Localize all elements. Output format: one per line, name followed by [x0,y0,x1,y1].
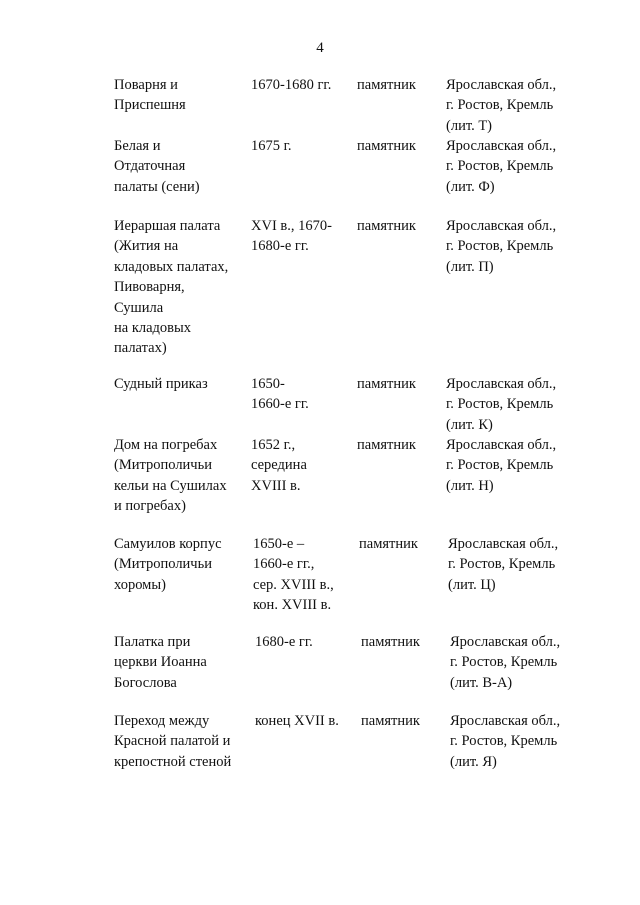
monument-category: памятник [357,376,416,392]
monument-name-line: Судный приказ [114,376,208,392]
monument-name-line: Отдаточная [114,158,186,175]
monument-name-line: Красной палатой и [114,733,231,750]
monument-address-line: г. Ростов, Кремль [450,733,558,750]
monument-address-line: г. Ростов, Кремль [448,556,556,573]
monument-address-line: г. Ростов, Кремль [446,396,554,413]
monument-category: памятник [357,138,416,154]
monument-date-line: 1660-е гг., [253,556,315,573]
monument-date-line: 1670-1680 гг. [251,77,332,93]
monument-date-line: 1652 г., [251,437,296,453]
monument-address-line: Ярославская обл., [446,376,557,392]
monument-date-line: 1660-е гг. [251,396,309,413]
monument-name-line: Богослова [114,674,177,691]
monument-date [251,216,332,257]
monument-date-line: XVI в., 1670- [251,218,332,234]
monument-date [251,435,307,496]
monument-name [114,711,231,772]
monument-name-line: кельи на Сушилах [114,477,227,494]
monument-category: памятник [357,218,416,234]
table-row [0,711,640,770]
monument-address-line: Ярославская обл., [446,77,557,93]
monument-category: памятник [357,77,416,93]
monument-address-line: (лит. Т) [446,117,493,134]
monument-address-line: Ярославская обл., [446,218,557,234]
monument-name-line: на кладовых [114,320,192,337]
monument-name-line: хоромы) [114,576,166,593]
monument-name-line: Самуилов корпус [114,536,222,552]
table-row [0,374,640,433]
monument-name-line: (Митрополичьи [114,556,212,573]
monument-address-line: (лит. К) [446,416,493,433]
monument-date-line: 1650-е – [253,536,305,552]
monument-name-line: крепостной стеной [114,753,232,770]
monument-name [114,632,207,693]
monument-date-line: конец XVII в. [255,713,339,729]
monument-address-line: Ярославская обл., [450,634,561,650]
monument-address-line: (лит. Ф) [446,178,495,195]
monument-name-line: Палатка при [114,634,191,650]
monument-address-line: (лит. Ц) [448,576,496,593]
monument-name-line: Сушила [114,299,164,316]
monument-address-line: Ярославская обл., [448,536,559,552]
monument-date [255,711,339,731]
monument-name-line: (Митрополичьи [114,457,212,474]
page-number: 4 [316,40,324,56]
monument-address [446,435,556,496]
monument-address-line: (лит. Я) [450,753,497,770]
monument-date-line: 1650- [251,376,285,392]
monument-category: памятник [361,634,420,650]
table-row [0,136,640,195]
monument-name [114,136,200,197]
monument-date [255,632,313,652]
monument-name [114,534,222,595]
monument-name-line: Пивоварня, [114,279,185,296]
monument-date [251,374,309,415]
monument-address [446,374,556,435]
monument-address [446,216,556,277]
monument-address-line: г. Ростов, Кремль [446,457,554,474]
monument-address [450,632,560,693]
monument-name-line: палаты (сени) [114,178,200,195]
monument-date-line: 1680-е гг. [255,634,313,650]
monument-name-line: Дом на погребах [114,437,218,453]
monument-address-line: (лит. Н) [446,477,494,494]
monument-name-line: палатах) [114,340,167,357]
monument-address-line: (лит. П) [446,258,494,275]
monument-name [114,75,186,116]
monument-date-line: 1675 г. [251,138,292,154]
monument-address-line: г. Ростов, Кремль [450,654,558,671]
monument-name [114,435,227,517]
monument-name-line: кладовых палатах, [114,258,229,275]
table-row [0,632,640,691]
monument-name-line: (Жития на [114,238,179,255]
monument-name-line: Иераршая палата [114,218,221,234]
monument-address-line: г. Ростов, Кремль [446,238,554,255]
monument-date [253,534,334,616]
monument-name-line: и погребах) [114,498,186,515]
monument-address-line: Ярославская обл., [450,713,561,729]
monument-address-line: (лит. В-А) [450,674,513,691]
table-row [0,216,640,357]
monument-address [446,136,556,197]
monument-address [446,75,556,136]
monument-address-line: г. Ростов, Кремль [446,97,554,114]
monument-address [448,534,558,595]
monument-date-line: кон. XVIII в. [253,597,332,614]
monument-category: памятник [357,437,416,453]
monument-name-line: Переход между [114,713,210,729]
table-row [0,75,640,134]
monument-date-line: 1680-е гг. [251,238,309,255]
monument-name [114,374,208,394]
table-row [0,534,640,614]
monument-category: памятник [361,713,420,729]
monument-address-line: г. Ростов, Кремль [446,158,554,175]
monument-name-line: церкви Иоанна [114,654,207,671]
monument-name-line: Приспешня [114,97,186,114]
monument-date-line: середина [251,457,307,474]
monument-date [251,136,292,156]
monument-address-line: Ярославская обл., [446,138,557,154]
table-row [0,435,640,515]
monument-name [114,216,228,359]
monument-name-line: Белая и [114,138,161,154]
monument-category: памятник [359,536,418,552]
monument-date [251,75,331,95]
monument-date-line: XVIII в. [251,477,301,494]
monument-name-line: Поварня и [114,77,178,93]
monument-address-line: Ярославская обл., [446,437,557,453]
monument-date-line: сер. XVIII в., [253,576,334,593]
monument-address [450,711,560,772]
